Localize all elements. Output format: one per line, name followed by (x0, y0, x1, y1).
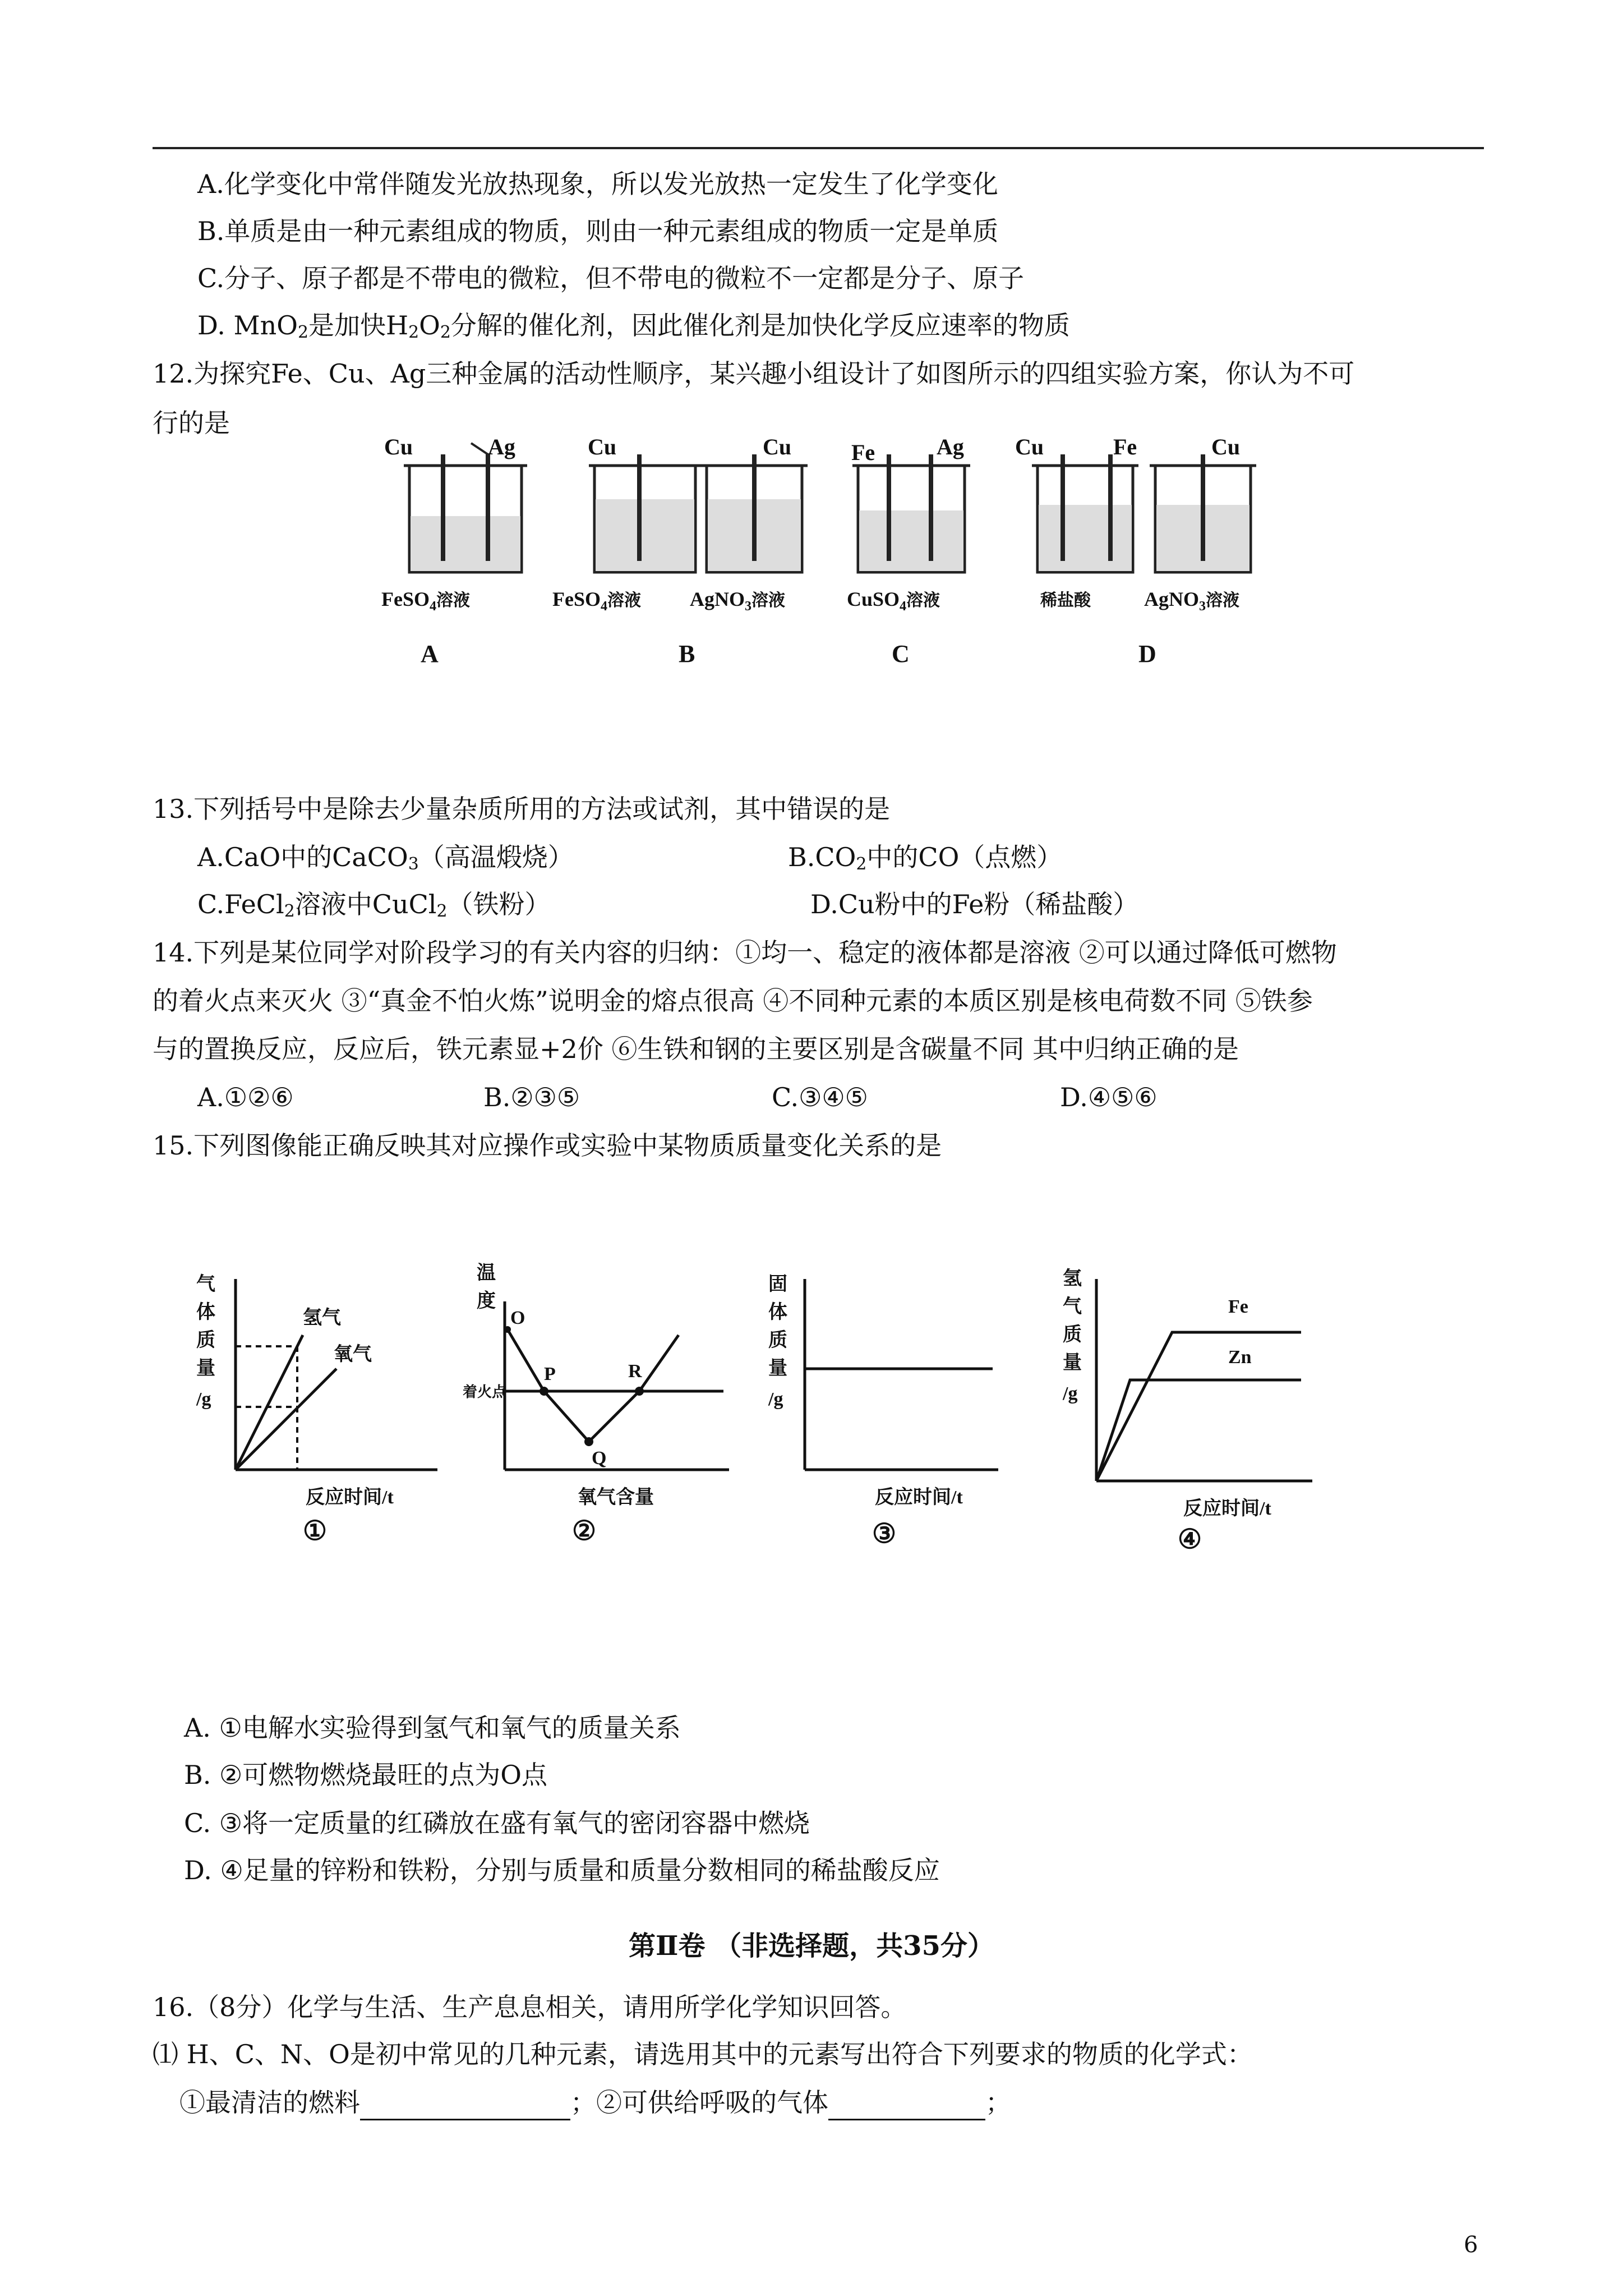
svg-text:质: 质 (1063, 1324, 1082, 1345)
svg-text:度: 度 (477, 1291, 496, 1312)
q14-stem-line3: 与的置换反应，反应后，铁元素显+2价 ⑥生铁和钢的主要区别是含碳量不同 其中归纳正确的是 (153, 1034, 1239, 1064)
solution-label-b2: AgNO$_3^{溶液}$ (690, 588, 785, 614)
answer-blank-2[interactable] (828, 2092, 985, 2120)
q12-beaker-figure (359, 432, 1312, 684)
q16-part1-answers: ①最清洁的燃料 ；②可供给呼吸的气体 ； (179, 2085, 1011, 2120)
q13-option-a: A.CaO中的CaCO$_3$（高温煅烧） (197, 842, 574, 874)
legend-fe: Fe (1228, 1296, 1248, 1317)
q15-option-a: A. ①电解水实验得到氢气和氧气的质量关系 (184, 1713, 681, 1743)
q15-graph-2 (460, 1257, 740, 1548)
beaker-group-label-c: C (892, 640, 910, 668)
q11-option-b: B.单质是由一种元素组成的物质，则由一种元素组成的物质一定是单质 (197, 216, 999, 246)
page-number: 6 (1464, 2232, 1478, 2258)
svg-text:O: O (510, 1308, 525, 1328)
svg-text:/g: /g (768, 1389, 783, 1410)
legend-hydrogen: 氢气 (303, 1308, 341, 1328)
q11-option-c: C.分子、原子都是不带电的微粒，但不带电的微粒不一定都是分子、原子 (197, 263, 1025, 293)
svg-text:体: 体 (768, 1302, 787, 1323)
section-2-title: 第Ⅱ卷 （非选择题，共35分） (629, 1930, 994, 1962)
graph-number: ③ (872, 1519, 897, 1548)
metal-label-d2: Fe (1113, 434, 1137, 459)
x-axis-label: 氧气含量 (578, 1487, 654, 1508)
q13-option-c: C.FeCl$_2$溶液中CuCl$_2$（铁粉） (197, 889, 551, 921)
q13-stem: 13.下列括号中是除去少量杂质所用的方法或试剂，其中错误的是 (153, 794, 891, 824)
graph-number: ② (572, 1516, 597, 1546)
q16-part1: ⑴ H、C、N、O是初中常见的几种元素，请选用其中的元素写出符合下列要求的物质的化学式： (153, 2039, 1253, 2069)
solution-label-b1: FeSO$_4^{溶液}$ (552, 588, 641, 614)
svg-text:量: 量 (196, 1358, 215, 1379)
svg-text:温: 温 (477, 1263, 496, 1283)
q11-option-d: D. MnO$_2$是加快$H_2O_2$分解的催化剂，因此催化剂是加快化学反应速率的物质 (197, 310, 1070, 342)
svg-text:质: 质 (196, 1330, 215, 1351)
q15-option-d: D. ④足量的锌粉和铁粉，分别与质量和质量分数相同的稀盐酸反应 (184, 1855, 940, 1885)
solution-label-d2: AgNO$_3^{溶液}$ (1144, 588, 1239, 614)
solution-label-c: CuSO$_4^{溶液}$ (847, 588, 940, 614)
solution-label-d1: 稀盐酸 (1040, 591, 1091, 610)
beaker-group-label-d: D (1138, 640, 1156, 668)
q15-graph-3 (751, 1257, 1032, 1548)
q16-stem: 16.（8分）化学与生活、生产息息相关，请用所学化学知识回答。 (153, 1992, 907, 2022)
svg-text:固: 固 (768, 1274, 787, 1295)
q13-option-d: D.Cu粉中的Fe粉（稀盐酸） (810, 889, 1139, 919)
svg-text:体: 体 (196, 1302, 215, 1323)
answer-blank-1[interactable] (360, 2092, 570, 2120)
q15-option-c: C. ③将一定质量的红磷放在盛有氧气的密闭容器中燃烧 (184, 1808, 810, 1838)
legend-zn: Zn (1228, 1347, 1252, 1368)
graph-number: ④ (1178, 1525, 1202, 1554)
q14-option-b: B.②③⑤ (483, 1082, 580, 1112)
svg-text:R: R (628, 1361, 642, 1382)
metal-label-b1: Cu (588, 434, 617, 459)
q14-stem-line2: 的着火点来灭火 ③“真金不怕火炼”说明金的熔点很高 ④不同种元素的本质区别是核电荷数不同 ⑤铁参 (153, 986, 1313, 1016)
beaker-group-label-a: A (421, 640, 439, 668)
graph-number: ① (303, 1516, 328, 1546)
x-axis-label: 反应时间/t (306, 1487, 394, 1508)
ignition-point-label: 着火点 (463, 1384, 507, 1400)
q15-option-b: B. ②可燃物燃烧最旺的点为O点 (184, 1760, 547, 1790)
svg-text:质: 质 (768, 1330, 787, 1351)
metal-label-a2: Ag (488, 434, 515, 459)
q15-stem: 15.下列图像能正确反映其对应操作或实验中某物质质量变化关系的是 (153, 1130, 942, 1161)
svg-text:气: 气 (196, 1274, 215, 1295)
q13-option-b: $B.CO_2$中的CO（点燃） (788, 842, 1063, 874)
svg-text:氢: 氢 (1063, 1268, 1082, 1289)
svg-text:/g: /g (1063, 1383, 1078, 1404)
metal-label-a1: Cu (384, 434, 413, 459)
metal-label-c1: Fe (851, 440, 875, 465)
q14-stem-line1: 14.下列是某位同学对阶段学习的有关内容的归纳：①均一、稳定的液体都是溶液 ②可以通过降低可燃物 (153, 937, 1337, 968)
metal-label-c2: Ag (937, 434, 964, 459)
legend-oxygen: 氧气 (334, 1344, 372, 1365)
svg-text:/g: /g (196, 1389, 211, 1410)
metal-label-d1: Cu (1015, 434, 1044, 459)
q14-option-d: D.④⑤⑥ (1060, 1082, 1158, 1112)
svg-text:气: 气 (1063, 1296, 1082, 1317)
metal-label-d3: Cu (1211, 434, 1241, 459)
q14-option-c: C.③④⑤ (772, 1082, 868, 1112)
x-axis-label: 反应时间/t (1183, 1498, 1271, 1519)
solution-label-a: FeSO$_4^{溶液}$ (381, 588, 470, 614)
x-axis-label: 反应时间/t (875, 1487, 963, 1508)
q12-stem-line1: 12.为探究Fe、Cu、Ag三种金属的活动性顺序，某兴趣小组设计了如图所示的四组实验方案，你认为不可 (153, 358, 1355, 389)
q14-option-a: A.①②⑥ (197, 1082, 294, 1112)
q15-graph-4 (1054, 1257, 1335, 1559)
svg-text:P: P (544, 1364, 556, 1384)
q12-stem-line2: 行的是 (153, 408, 230, 438)
metal-label-b2: Cu (763, 434, 792, 459)
svg-text:量: 量 (1063, 1352, 1082, 1373)
svg-text:量: 量 (768, 1358, 787, 1379)
header-rule (153, 147, 1484, 149)
q15-graph-1 (185, 1257, 454, 1548)
svg-text:Q: Q (592, 1448, 607, 1469)
beaker-group-label-b: B (679, 640, 695, 668)
q11-option-a: A.化学变化中常伴随发光放热现象，所以发光放热一定发生了化学变化 (197, 169, 998, 199)
